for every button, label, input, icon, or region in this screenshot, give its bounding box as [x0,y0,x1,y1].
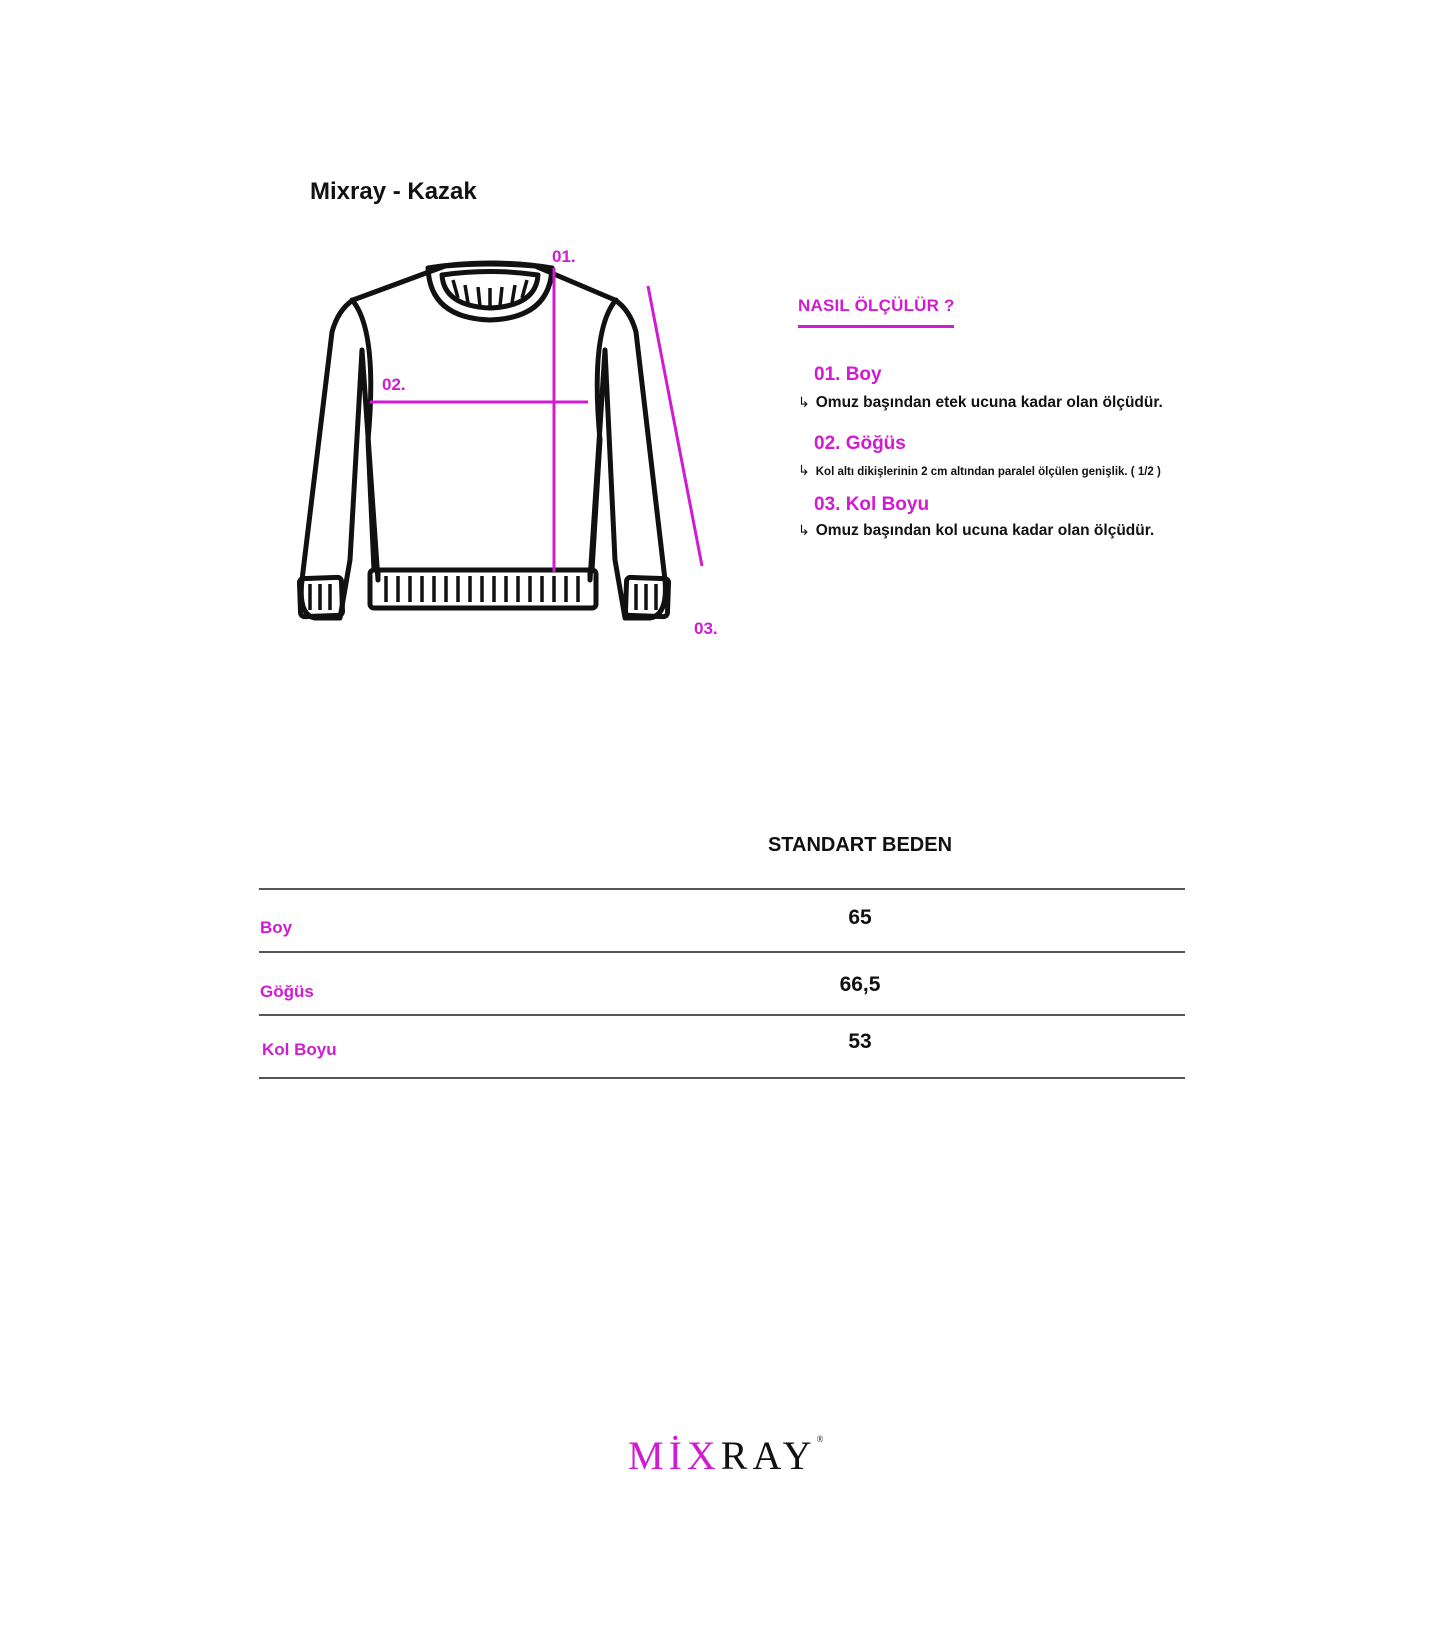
page-title: Mixray - Kazak [310,178,477,205]
measure-title-boy: 01. Boy [814,364,882,385]
table-header: STANDART BEDEN [767,834,953,856]
table-rule [259,1014,1185,1016]
row-value-boy: 65 [848,906,872,929]
brand-logo: MİXRAY® [628,1433,824,1478]
return-arrow-icon: ↳ [798,522,810,538]
table-rule [259,1077,1185,1079]
measure-title-kol-boyu: 03. Kol Boyu [814,494,930,515]
table-rule [259,888,1185,890]
measure-desc-gogus: ↳ Kol altı dikişlerinin 2 cm altından paralel ölçülen genişlik. ( 1/2 ) [798,462,1161,478]
label-03: 03. [694,619,718,638]
heading-underline [798,325,954,328]
return-arrow-icon: ↳ [798,394,810,410]
row-value-kol-boyu: 53 [848,1030,872,1053]
row-value-gogus: 66,5 [839,973,881,996]
how-to-heading: NASIL ÖLÇÜLÜR ? [798,296,955,315]
measure-title-gogus: 02. Göğüs [814,433,906,454]
measure-desc-boy: ↳ Omuz başından etek ucuna kadar olan ölçüdür. [798,394,1163,411]
label-01: 01. [552,247,576,266]
row-label-gogus: Göğüs [260,982,314,1001]
row-label-kol-boyu: Kol Boyu [262,1040,337,1059]
measure-desc-kol-boyu: ↳ Omuz başından kol ucuna kadar olan ölçüdür. [798,522,1155,539]
table-rule [259,951,1185,953]
return-arrow-icon: ↳ [798,462,810,478]
label-02: 02. [382,375,406,394]
sweater-diagram [290,240,750,640]
row-label-boy: Boy [260,918,293,937]
